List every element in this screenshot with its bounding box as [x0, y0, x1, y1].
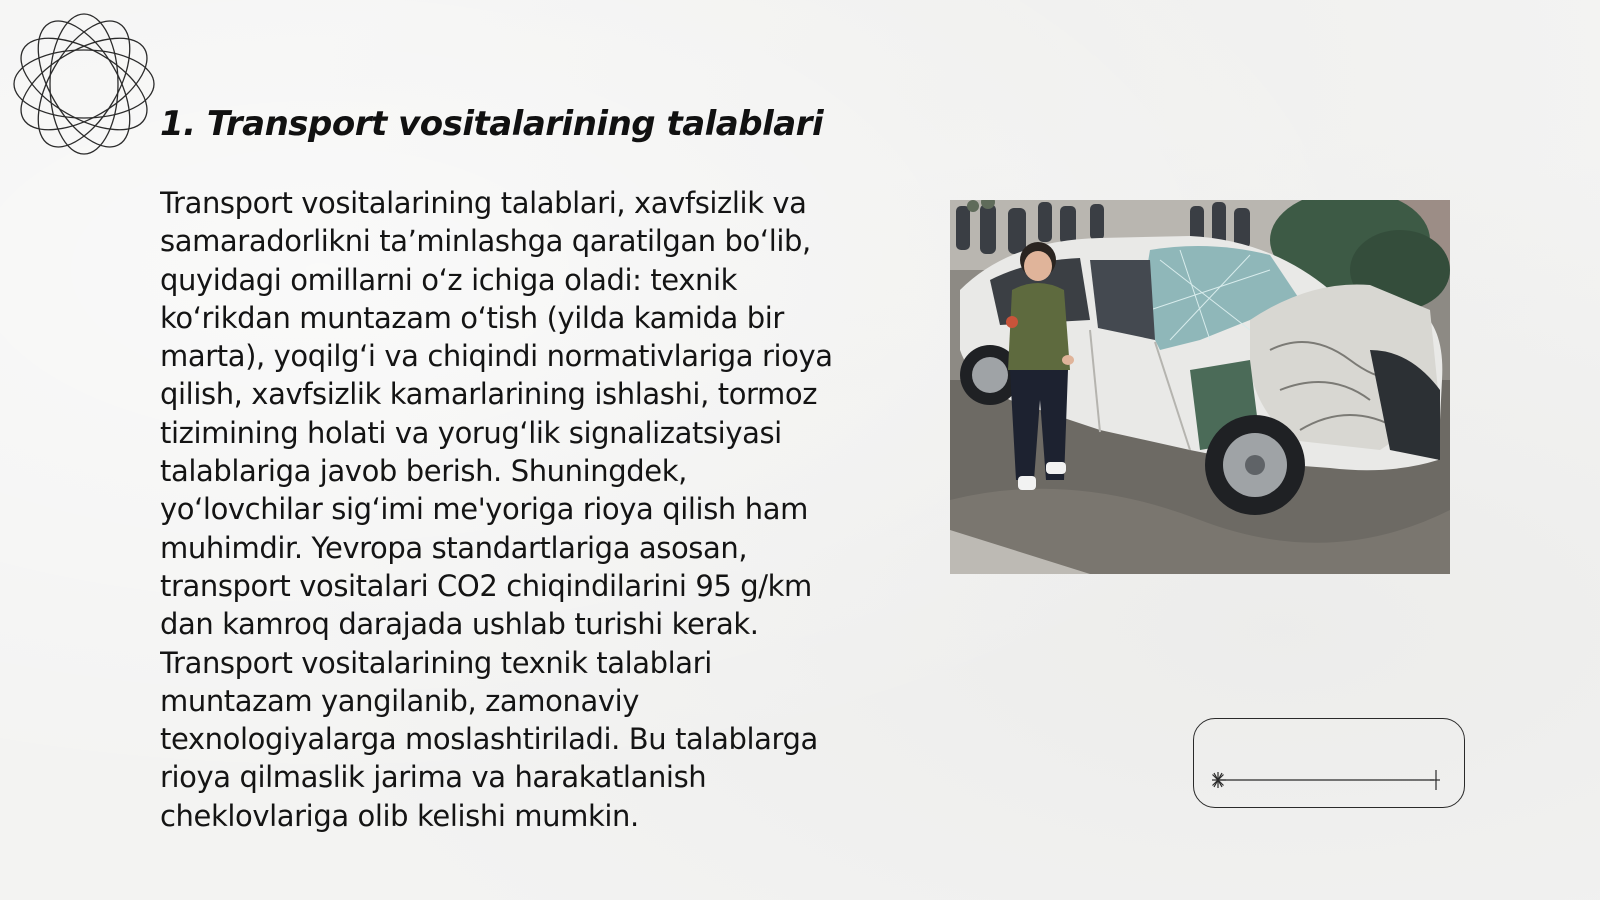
slide-body-text: Transport vositalarining talablari, xavfsizlik va samaradorlikni ta’minlashga qaratilgan bo‘lib, quyidagi omillarni o‘z ichiga oladi: texnik ko‘rikdan muntazam o‘tish (yilda kamida bir marta), yoqilg‘i va chiqindi normativlariga rioya qilish, xavfsizlik kamarlarining ishlashi, tormoz tizimining holati va yorug‘lik signalizatsiyasi talablariga javob berish. Shuningdek, yo‘lovchilar sig‘imi me'yoriga rioya qilish ham muhimdir. Yevropa standartlariga asosan, transport vositalari CO2 chiqindilarini 95 g/km dan kamroq darajada ushlab turishi kerak. Transport vositalarining texnik talablari muntazam yangilanib, zamonaviy texnologiyalarga moslashtiriladi. Bu talablarga rioya qilmaslik jarima va harakatlanish cheklovlariga olib kelishi mumkin.	[160, 186, 833, 833]
decorative-frame	[1193, 718, 1465, 808]
starburst-line-ornament-icon	[1212, 769, 1440, 791]
slide-title: 1. Transport vositalarining talablari	[160, 104, 824, 144]
wrecked-car-photo	[950, 200, 1450, 574]
circular-orbits-ornament-icon	[10, 10, 158, 158]
